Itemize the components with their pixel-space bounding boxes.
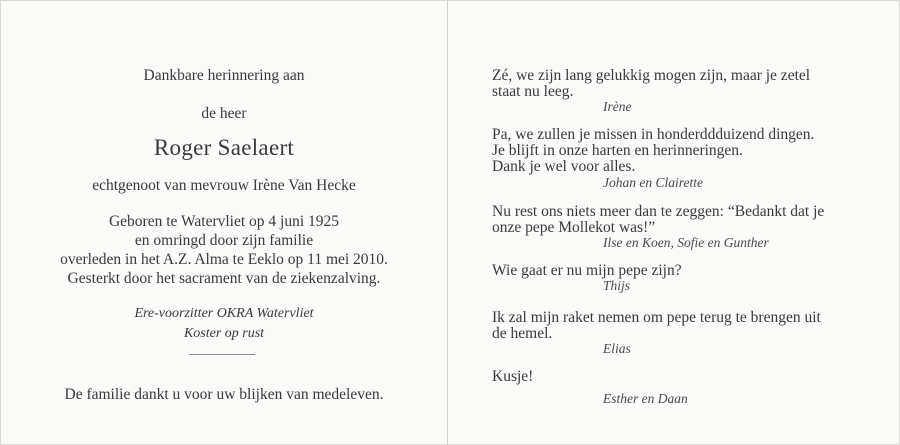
bio-line-4: Gesterkt door het sacrament van de ziekenzalving.	[67, 270, 381, 287]
message-2-line-3: Dank je wel voor alles.	[492, 158, 636, 175]
bio-line-3: overleden in het A.Z. Alma te Eeklo op 11 mei 2010.	[60, 251, 388, 268]
message-1-line-2: staat nu leeg.	[492, 83, 574, 100]
bio-line-1: Geboren te Watervliet op 4 juni 1925	[108, 213, 340, 230]
role-line-2: Koster op rust	[183, 326, 265, 341]
message-2-line-2: Je blijft in onze harten en herinneringen.	[492, 142, 743, 159]
message-3-signature: Ilse en Koen, Sofie en Gunther	[603, 235, 769, 250]
message-3-line-2: onze pepe Mollekot was!”	[492, 219, 656, 236]
message-5-signature: Elias	[603, 341, 631, 356]
intro-line: Dankbare herinnering aan	[143, 67, 305, 84]
title-line: de heer	[201, 105, 247, 122]
deceased-name: Roger Saelaert	[153, 135, 295, 160]
message-2-signature: Johan en Clairette	[603, 175, 703, 190]
thanks-line: De familie dankt u voor uw blijken van medeleven.	[64, 386, 384, 403]
message-6-signature: Esther en Daan	[603, 391, 688, 406]
right-panel	[448, 1, 900, 445]
bio-line-2: en omringd door zijn familie	[134, 232, 314, 249]
message-4-signature: Thijs	[603, 278, 631, 293]
message-1-line-1: Zé, we zijn lang gelukkig mogen zijn, maar je zetel	[492, 67, 811, 84]
divider-rule	[189, 354, 255, 355]
message-1-signature: Irène	[603, 99, 632, 114]
role-line-1: Ere-voorzitter OKRA Watervliet	[134, 306, 314, 321]
message-5-line-2: de hemel.	[492, 325, 553, 342]
spouse-line: echtgenoot van mevrouw Irène Van Hecke	[92, 177, 356, 194]
message-2-line-1: Pa, we zullen je missen in honderddduizend dingen.	[492, 126, 815, 143]
left-panel	[1, 1, 447, 445]
message-4-line-1: Wie gaat er nu mijn pepe zijn?	[492, 262, 682, 279]
message-6-line-1: Kusje!	[492, 368, 534, 385]
message-5-line-1: Ik zal mijn raket nemen om pepe terug te brengen uit	[492, 309, 821, 326]
message-3-line-1: Nu rest ons niets meer dan te zeggen: “Bedankt dat je	[492, 203, 825, 220]
